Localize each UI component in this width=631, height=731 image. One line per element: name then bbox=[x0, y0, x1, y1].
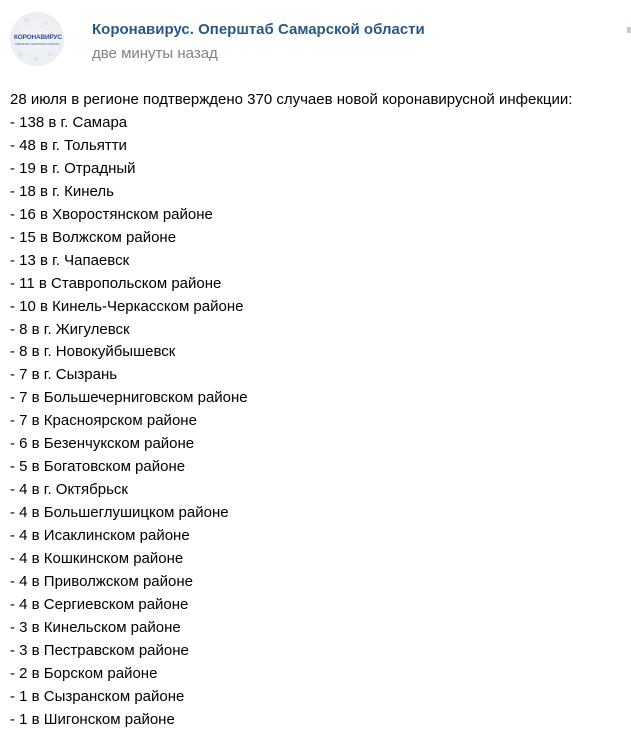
case-line: - 10 в Кинель-Черкасском районе bbox=[10, 297, 244, 315]
case-line: - 48 в г. Тольятти bbox=[10, 136, 127, 154]
author-name-link[interactable]: Коронавирус. Оперштаб Самарской области bbox=[92, 21, 425, 38]
avatar-decoration-dot bbox=[34, 57, 38, 61]
case-line: - 8 в г. Новокуйбышевск bbox=[10, 343, 176, 361]
case-line: - 3 в Пестравском районе bbox=[10, 641, 189, 659]
post-intro: 28 июля в регионе подтверждено 370 случаев новой коронавирусной инфекции: bbox=[10, 91, 573, 108]
avatar-decoration-dot bbox=[18, 52, 23, 57]
more-actions-icon[interactable] bbox=[627, 27, 631, 33]
post-text bbox=[10, 89, 631, 731]
avatar-decoration-dot bbox=[24, 18, 29, 23]
case-line: - 8 в г. Жигулевск bbox=[10, 320, 130, 338]
case-line: - 4 в Исаклинском районе bbox=[10, 527, 190, 545]
case-line: - 6 в Безенчукском районе bbox=[10, 435, 195, 453]
post-time-link[interactable]: две минуты назад bbox=[92, 45, 218, 62]
case-line: - 19 в г. Отрадный bbox=[10, 159, 136, 177]
case-line: - 15 в Волжском районе bbox=[10, 228, 177, 246]
case-line: - 7 в Красноярском районе bbox=[10, 412, 197, 430]
community-avatar[interactable] bbox=[10, 12, 64, 66]
case-line: - 4 в Большеглушицком районе bbox=[10, 504, 229, 522]
case-line: - 11 в Ставропольском районе bbox=[10, 274, 222, 292]
case-line: - 4 в Приволжском районе bbox=[10, 573, 193, 591]
case-line: - 4 в Кошкинском районе bbox=[10, 550, 184, 568]
case-line: - 1 в Сызранском районе bbox=[10, 687, 185, 705]
case-line: - 4 в Сергиевском районе bbox=[10, 595, 189, 613]
avatar-decoration-dot bbox=[48, 52, 52, 56]
case-line: - 18 в г. Кинель bbox=[10, 182, 114, 200]
case-line: - 7 в Большечерниговском районе bbox=[10, 389, 248, 407]
case-line: - 16 в Хворостянском районе bbox=[10, 205, 213, 223]
case-line: - 13 в г. Чапаевск bbox=[10, 251, 130, 269]
case-line: - 3 в Кинельском районе bbox=[10, 618, 181, 636]
case-line: - 7 в г. Сызрань bbox=[10, 366, 118, 384]
case-line: - 5 в Богатовском районе bbox=[10, 458, 186, 476]
case-line: - 138 в г. Самара bbox=[10, 113, 128, 131]
case-line: - 1 в Шигонском районе bbox=[10, 710, 175, 728]
avatar-decoration-dot bbox=[44, 21, 48, 25]
case-line: - 2 в Борском районе bbox=[10, 664, 158, 682]
case-line: - 4 в г. Октябрьск bbox=[10, 481, 128, 499]
avatar-logo-text: КОРОНАВИРУС bbox=[14, 34, 62, 41]
post-header bbox=[0, 0, 631, 80]
avatar-logo-subtext: ОПЕРШТАБ САМАРСКОЙ ОБЛАСТИ bbox=[14, 43, 60, 46]
